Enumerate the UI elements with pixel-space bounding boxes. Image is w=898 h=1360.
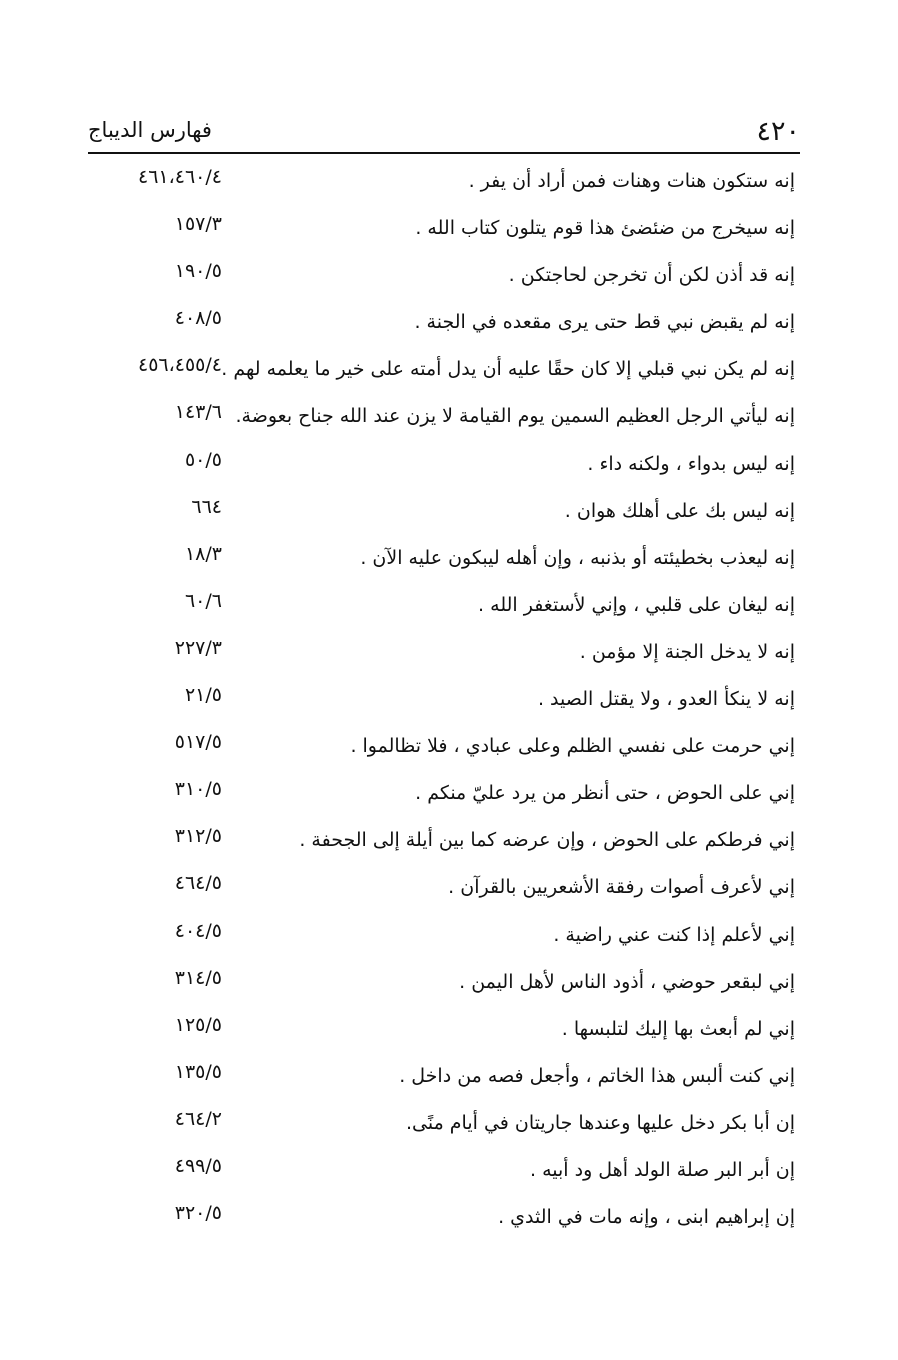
index-entry bbox=[0, 1059, 898, 1106]
hadith-text: إنه ليعذب بخطيئته أو بذنبه ، وإن أهله ليبكون عليه الآن . bbox=[360, 546, 795, 569]
index-entry bbox=[0, 682, 898, 729]
volume-page-reference: ١٥٧/٣ bbox=[174, 213, 222, 236]
volume-page-reference: ٥٠/٥ bbox=[184, 448, 222, 471]
index-entry bbox=[0, 1153, 898, 1200]
header-divider bbox=[88, 152, 800, 154]
volume-page-reference: ٢١/٥ bbox=[184, 684, 222, 707]
index-entry bbox=[0, 541, 898, 588]
index-entry bbox=[0, 1106, 898, 1153]
hadith-text: إني لم أبعث بها إليك لتلبسها . bbox=[561, 1017, 795, 1040]
volume-page-reference: ٤٦٤/٢ bbox=[174, 1107, 222, 1130]
hadith-text: إنه ليس بدواء ، ولكنه داء . bbox=[587, 452, 795, 475]
hadith-text: إنه قد أذن لكن أن تخرجن لحاجتكن . bbox=[508, 264, 795, 287]
volume-page-reference: ٦٠/٦ bbox=[184, 589, 222, 612]
volume-page-reference: ١٢٥/٥ bbox=[174, 1013, 222, 1036]
volume-page-reference: ٢٢٧/٣ bbox=[174, 636, 222, 659]
index-entry bbox=[0, 447, 898, 494]
page-header bbox=[88, 112, 800, 152]
hadith-text: إن إبراهيم ابنى ، وإنه مات في الثدي . bbox=[498, 1206, 795, 1229]
index-entry bbox=[0, 399, 898, 446]
hadith-text: إنه سيخرج من ضئضئ هذا قوم يتلون كتاب الله . bbox=[415, 217, 795, 240]
volume-page-reference: ٤٩٩/٥ bbox=[174, 1154, 222, 1177]
index-entry bbox=[0, 164, 898, 211]
hadith-text: إنه لم يقبض نبي قط حتى يرى مقعده في الجنة . bbox=[414, 311, 795, 334]
volume-page-reference: ١٨/٣ bbox=[184, 542, 222, 565]
hadith-text: إني لأعلم إذا كنت عني راضية . bbox=[553, 923, 795, 946]
index-entry bbox=[0, 729, 898, 776]
volume-page-reference: ٣٢٠/٥ bbox=[174, 1202, 222, 1225]
index-entry bbox=[0, 965, 898, 1012]
volume-page-reference: ٣١٤/٥ bbox=[174, 966, 222, 989]
index-entry bbox=[0, 635, 898, 682]
volume-page-reference: ١٤٣/٦ bbox=[174, 401, 222, 424]
index-entry bbox=[0, 776, 898, 823]
index-entry bbox=[0, 258, 898, 305]
volume-page-reference: ١٣٥/٥ bbox=[174, 1060, 222, 1083]
hadith-text: إنه ليغان على قلبي ، وإني لأستغفر الله . bbox=[478, 593, 795, 616]
hadith-index-list bbox=[0, 164, 898, 1247]
volume-page-reference: ٦٦٤ bbox=[191, 495, 222, 518]
index-entry bbox=[0, 352, 898, 399]
hadith-text: إني لبقعر حوضي ، أذود الناس لأهل اليمن . bbox=[459, 970, 795, 993]
volume-page-reference: ٤٥٦،٤٥٥/٤ bbox=[138, 354, 222, 377]
hadith-text: إن أبا بكر دخل عليها وعندها جاريتان في أيام منًى. bbox=[405, 1111, 795, 1134]
volume-page-reference: ١٩٠/٥ bbox=[174, 260, 222, 283]
volume-page-reference: ٤٠٨/٥ bbox=[174, 307, 222, 330]
index-entry bbox=[0, 494, 898, 541]
hadith-text: إني لأعرف أصوات رفقة الأشعريين بالقرآن . bbox=[448, 876, 795, 899]
hadith-text: إني فرطكم على الحوض ، وإن عرضه كما بين أيلة إلى الجحفة . bbox=[299, 829, 795, 852]
page-number: ٤٢٠ bbox=[756, 116, 800, 147]
volume-page-reference: ٤٦٤/٥ bbox=[174, 872, 222, 895]
hadith-text: إن أبر البر صلة الولد أهل ود أبيه . bbox=[530, 1158, 795, 1181]
index-entry bbox=[0, 823, 898, 870]
volume-page-reference: ٤٠٤/٥ bbox=[174, 919, 222, 942]
index-entry bbox=[0, 870, 898, 917]
running-title: فهارس الديباج bbox=[88, 118, 212, 142]
hadith-text: إنه ليس بك على أهلك هوان . bbox=[564, 499, 795, 522]
hadith-text: إنه لم يكن نبي قبلي إلا كان حقًا عليه أن يدل أمته على خير ما يعلمه لهم . bbox=[221, 358, 795, 381]
volume-page-reference: ٣١٠/٥ bbox=[174, 778, 222, 801]
hadith-text: إني على الحوض ، حتى أنظر من يرد عليّ منكم . bbox=[415, 782, 795, 805]
hadith-text: إنه لا ينكأ العدو ، ولا يقتل الصيد . bbox=[537, 688, 795, 711]
index-entry bbox=[0, 918, 898, 965]
hadith-text: إني كنت ألبس هذا الخاتم ، وأجعل فصه من داخل . bbox=[399, 1064, 795, 1087]
volume-page-reference: ٣١٢/٥ bbox=[174, 825, 222, 848]
index-entry bbox=[0, 1012, 898, 1059]
hadith-text: إنه ستكون هنات وهنات فمن أراد أن يفر . bbox=[468, 170, 795, 192]
hadith-text: إني حرمت على نفسي الظلم وعلى عبادي ، فلا تظالموا . bbox=[350, 735, 795, 758]
index-entry bbox=[0, 588, 898, 635]
index-entry bbox=[0, 305, 898, 352]
hadith-text: إنه لا يدخل الجنة إلا مؤمن . bbox=[579, 640, 795, 663]
volume-page-reference: ٥١٧/٥ bbox=[174, 731, 222, 754]
volume-page-reference: ٤٦١،٤٦٠/٤ bbox=[138, 166, 222, 188]
hadith-text: إنه ليأتي الرجل العظيم السمين يوم القيامة لا يزن عند الله جناح بعوضة. bbox=[235, 405, 795, 428]
index-entry bbox=[0, 1200, 898, 1247]
index-entry bbox=[0, 211, 898, 258]
